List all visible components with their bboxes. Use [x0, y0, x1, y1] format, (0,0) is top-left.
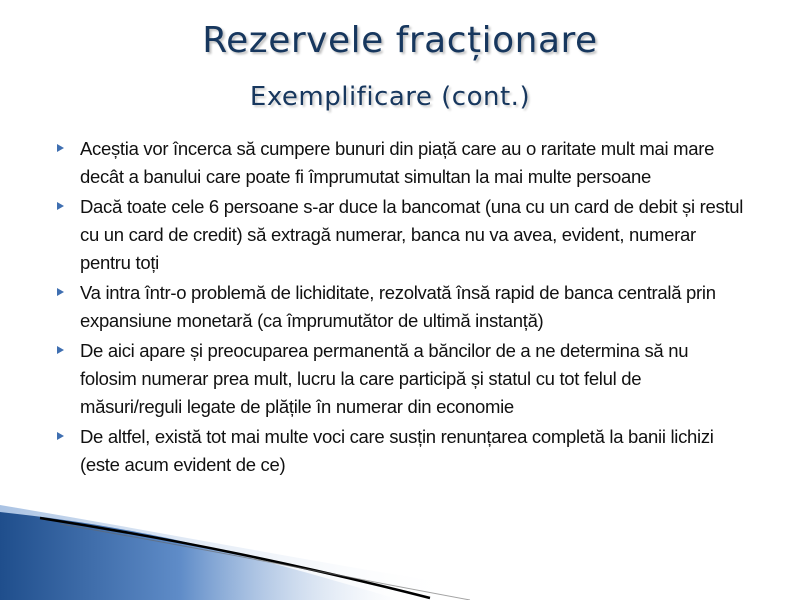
- bullet-item: [57, 135, 747, 191]
- triangle-bullet-icon: [57, 288, 64, 296]
- triangle-bullet-icon: [57, 346, 64, 354]
- wave-band-dark: [0, 512, 400, 600]
- wave-line-black: [40, 518, 430, 598]
- bullet-text: Dacă toate cele 6 persoane s-ar duce la bancomat (una cu un card de debit și restul cu un card de credit) să extragă numerar, banca nu va avea, evident, numerar pentru toți: [80, 196, 744, 273]
- bullet-item: [57, 337, 747, 421]
- wave-band-light: [0, 505, 460, 600]
- bullet-text: De altfel, există tot mai multe voci care susțin renunțarea completă la banii lichizi (este acum evident de ce): [80, 426, 714, 475]
- triangle-bullet-icon: [57, 432, 64, 440]
- triangle-bullet-icon: [57, 144, 64, 152]
- bullet-item: [57, 193, 747, 277]
- bullet-text: Aceștia vor încerca să cumpere bunuri din piață care au o raritate mult mai mare decât a banului care poate fi împrumutat simultan la mai multe persoane: [80, 138, 715, 187]
- bullet-text: De aici apare și preocuparea permanentă a băncilor de a ne determina să nu folosim numerar prea mult, lucru la care participă și statul cu tot felul de măsuri/reguli legate de plățile în numerar din economie: [80, 340, 689, 417]
- bullet-item: [57, 423, 747, 479]
- slide-subtitle: Exemplificare (cont.): [249, 82, 531, 112]
- bullet-list: [57, 135, 747, 481]
- wave-line-grey: [60, 524, 470, 600]
- slide-title: Rezervele fracționare: [202, 20, 598, 61]
- bullet-text: Va intra într-o problemă de lichiditate, rezolvată însă rapid de banca centrală prin expansiune monetară (ca împrumutător de ultimă instanță): [80, 282, 716, 331]
- triangle-bullet-icon: [57, 202, 64, 210]
- bullet-item: [57, 279, 747, 335]
